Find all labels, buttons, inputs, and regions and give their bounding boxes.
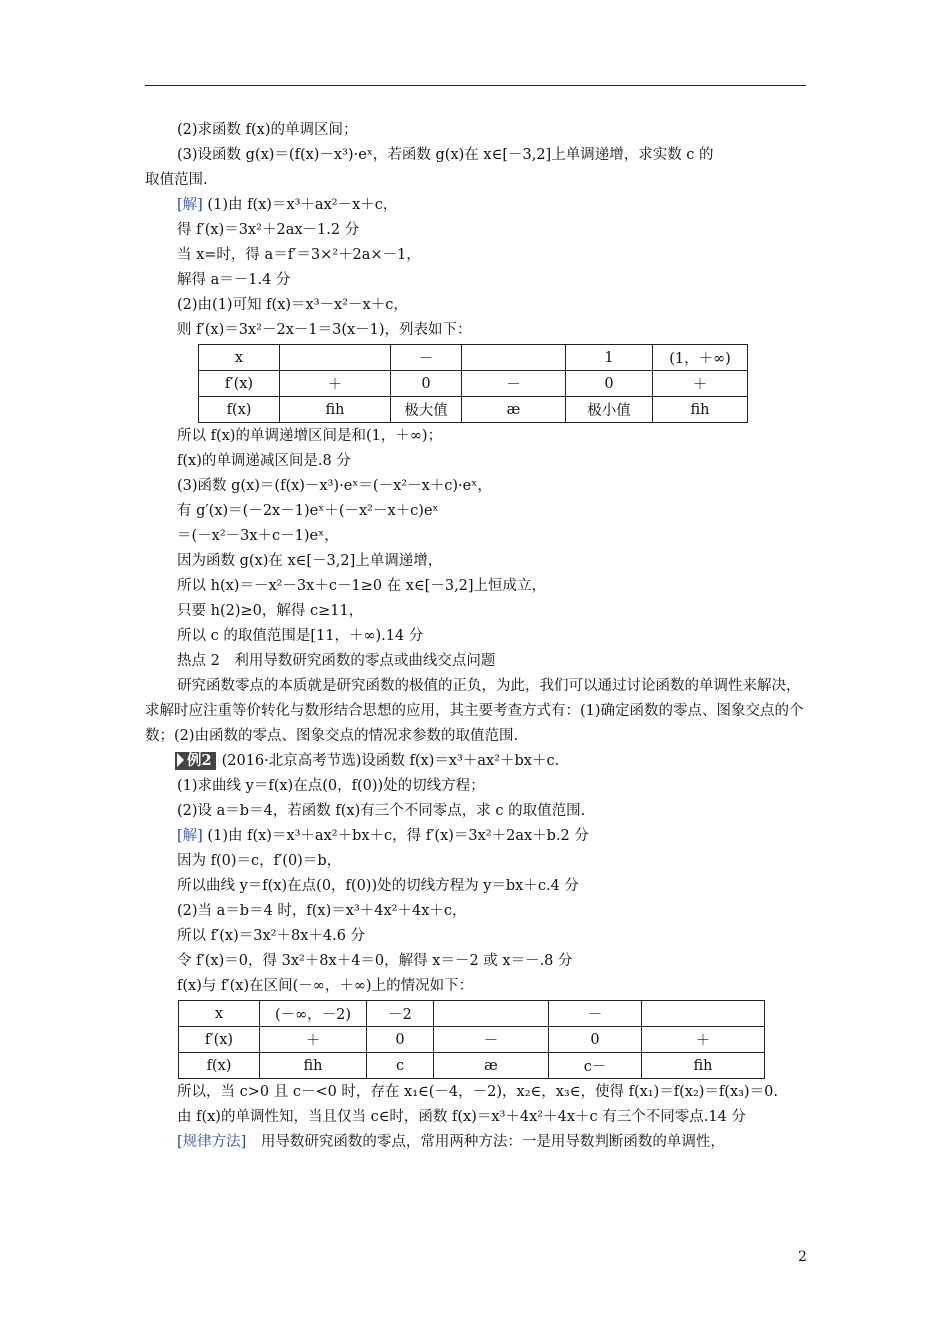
monotonicity-table-1 [198, 344, 748, 423]
table-cell [280, 345, 391, 371]
example-label: 例2 [187, 752, 212, 769]
solution-line: 有 g′(x)＝(－2x－1)eˣ＋(－x²－x＋c)eˣ [177, 503, 439, 519]
solution-line: 解得 a＝－1.4 分 [177, 272, 291, 288]
table-row [199, 397, 748, 423]
solution-line: 当 x=时，得 a＝f′＝3×²＋2a×－1， [177, 247, 421, 263]
table-cell: 0 [549, 1027, 642, 1053]
monotonicity-table-2 [178, 1000, 765, 1079]
solution-line: 因为 f(0)＝c，f′(0)＝b， [177, 853, 342, 869]
example-badge [175, 752, 216, 770]
question-line: 取值范围. [145, 172, 208, 188]
table-cell: － [549, 1001, 642, 1027]
solution-line: (2)由(1)可知 f(x)＝x³－x²－x＋c， [177, 297, 408, 313]
table-cell: 0 [367, 1027, 434, 1053]
solution-line: 得 f′(x)＝3x²＋2ax－1.2 分 [177, 222, 360, 238]
solution-line: (3)函数 g(x)＝(f(x)－x³)·eˣ＝(－x²－x＋c)·eˣ， [177, 478, 492, 494]
solution-line: 令 f′(x)＝0，得 3x²＋8x＋4＝0，解得 x＝－2 或 x＝－.8 分 [177, 953, 573, 969]
solution-line: 所以 f(x)的单调递增区间是和(1，＋∞)； [177, 428, 443, 444]
table-cell: － [391, 345, 462, 371]
example-text: (2016·北京高考节选)设函数 f(x)＝x³＋ax²＋bx＋c. [221, 753, 560, 769]
example-question: (2)设 a＝b＝4，若函数 f(x)有三个不同零点，求 c 的取值范围. [177, 803, 586, 819]
example-question: (1)求曲线 y＝f(x)在点(0，f(0))处的切线方程； [177, 778, 485, 794]
section-intro: 研究函数零点的本质就是研究函数的极值的正负，为此，我们可以通过讨论函数的单调性来解决，求解时应注重等价转化与数形结合思想的应用，其主要考查方式有：(1)确定函数的零点、图象交点的个数；(2)由函数的零点、图象交点的情况求参数的取值范围. [145, 678, 804, 744]
table-cell: f′(x) [179, 1027, 260, 1053]
section-heading: 热点 2 利用导数研究函数的零点或曲线交点问题 [177, 653, 496, 669]
solution-line: f(x)的单调递减区间是.8 分 [177, 453, 351, 469]
table-row [179, 1001, 765, 1027]
table-cell: ＋ [653, 371, 748, 397]
page-body [145, 118, 807, 1155]
table-cell: ＋ [260, 1027, 367, 1053]
table-cell: x [199, 345, 280, 371]
solution-tag: [解] [177, 828, 203, 844]
table-row [179, 1053, 765, 1079]
solution-paragraph: 由 f(x)的单调性知，当且仅当 c∈时，函数 f(x)＝x³＋4x²＋4x＋c 有三个不同零点.14 分 [177, 1109, 746, 1125]
question-line: (3)设函数 g(x)＝(f(x)－x³)·eˣ，若函数 g(x)在 x∈[－3,2]上单调递增，求实数 c 的 [177, 147, 714, 163]
table-cell: f(x) [199, 397, 280, 423]
solution-line: 只要 h(2)≥0，解得 c≥11， [177, 603, 364, 619]
table-cell: (－∞，－2) [260, 1001, 367, 1027]
triangle-icon [177, 753, 184, 767]
table-cell: x [179, 1001, 260, 1027]
header-rule [145, 85, 806, 86]
table-cell: － [462, 371, 566, 397]
table-cell: 极小值 [566, 397, 653, 423]
table-cell: ﬁh [653, 397, 748, 423]
solution-line: 所以 f′(x)＝3x²＋8x＋4.6 分 [177, 928, 366, 944]
table-row [179, 1027, 765, 1053]
solution-text: (1)由 f(x)＝x³＋ax²＋bx＋c，得 f′(x)＝3x²＋2ax＋b.2 分 [202, 828, 589, 844]
question-line: (2)求函数 f(x)的单调区间； [177, 122, 358, 138]
table-cell: 极大值 [391, 397, 462, 423]
solution-start [145, 824, 807, 849]
table-cell: c－ [549, 1053, 642, 1079]
table-cell: f′(x) [199, 371, 280, 397]
solution-line: 所以曲线 y＝f(x)在点(0，f(0))处的切线方程为 y＝bx＋c.4 分 [177, 878, 579, 894]
solution-line: ＝(－x²－3x＋c－1)eˣ， [177, 528, 339, 544]
table-cell: ＋ [280, 371, 391, 397]
table-cell: 0 [566, 371, 653, 397]
solution-tag: [解] [177, 197, 203, 213]
table-cell: c [367, 1053, 434, 1079]
solution-paragraph: 所以，当 c>0 且 c－<0 时，存在 x₁∈(－4，－2)，x₂∈，x₃∈，使得 f(x₁)＝f(x₂)＝f(x₃)＝0. [177, 1084, 778, 1100]
page-number: 2 [798, 1249, 807, 1265]
table-cell: f(x) [179, 1053, 260, 1079]
solution-line: 所以 c 的取值范围是[11，＋∞).14 分 [177, 628, 424, 644]
table-cell: (1，＋∞) [653, 345, 748, 371]
table-cell: ﬁh [260, 1053, 367, 1079]
solution-line: 所以 h(x)＝－x²－3x＋c－1≥0 在 x∈[－3,2]上恒成立， [177, 578, 547, 594]
table-cell: æ [462, 397, 566, 423]
table-cell: ＋ [642, 1027, 765, 1053]
method-tag: [规律方法] [177, 1134, 247, 1150]
table-cell: æ [434, 1053, 549, 1079]
example-line [145, 749, 807, 774]
table-cell: － [434, 1027, 549, 1053]
table-cell: 1 [566, 345, 653, 371]
table-cell: 0 [391, 371, 462, 397]
table-cell [642, 1001, 765, 1027]
table-cell: －2 [367, 1001, 434, 1027]
solution-start [145, 193, 807, 218]
table-cell [434, 1001, 549, 1027]
table-cell: ﬁh [280, 397, 391, 423]
solution-line: f(x)与 f′(x)在区间(－∞，＋∞)上的情况如下： [177, 978, 474, 994]
method-line [145, 1130, 807, 1155]
solution-text: (1)由 f(x)＝x³＋ax²－x＋c， [202, 197, 398, 213]
solution-line: (2)当 a＝b＝4 时，f(x)＝x³＋4x²＋4x＋c， [177, 903, 467, 919]
table-row [199, 345, 748, 371]
table-row [199, 371, 748, 397]
table-cell [462, 345, 566, 371]
method-text: 用导数研究函数的零点，常用两种方法：一是用导数判断函数的单调性， [246, 1134, 725, 1150]
table-cell: ﬁh [642, 1053, 765, 1079]
solution-line: 则 f′(x)＝3x²－2x－1＝3(x－1)，列表如下： [177, 322, 472, 338]
solution-line: 因为函数 g(x)在 x∈[－3,2]上单调递增， [177, 553, 443, 569]
